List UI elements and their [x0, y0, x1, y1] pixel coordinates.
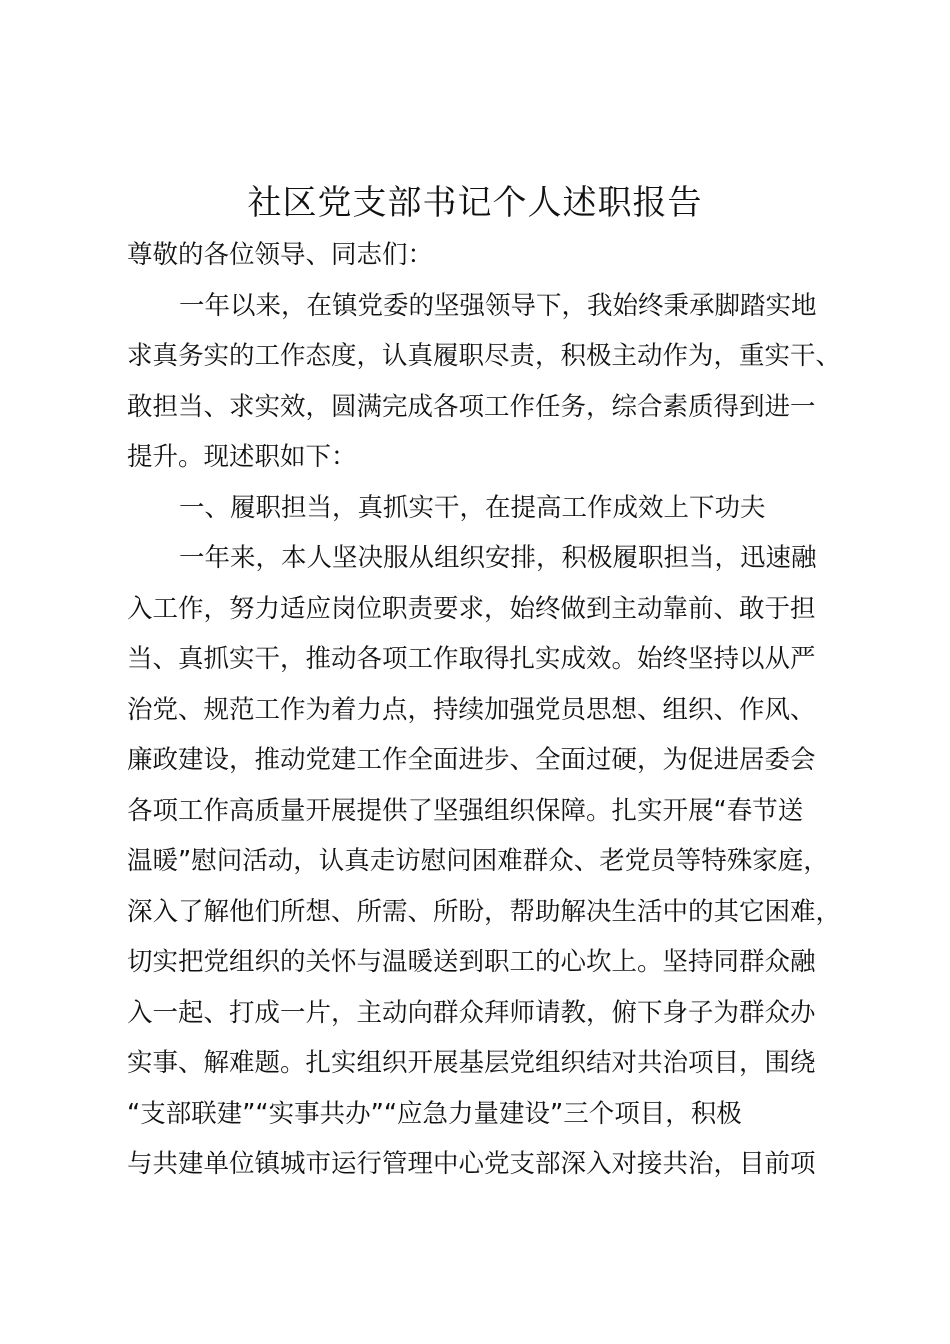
section-heading: 一、履职担当，真抓实干，在提高工作成效上下功夫: [179, 492, 766, 523]
paragraph-line: 实事、解难题。扎实组织开展基层党组织结对共治项目，围绕: [127, 1048, 816, 1078]
paragraph-line: 一年来，本人坚决服从组织安排，积极履职担当，迅速融: [179, 543, 817, 573]
salutation-line: 尊敬的各位领导、同志们：: [127, 240, 434, 270]
paragraph-line: 廉政建设，推动党建工作全面进步、全面过硬，为促进居委会: [127, 745, 816, 775]
paragraph-line: 敢担当、求实效，圆满完成各项工作任务，综合素质得到进一: [127, 391, 816, 422]
paragraph-line: 入一起、打成一片，主动向群众拜师请教，俯下身子为群众办: [127, 997, 816, 1028]
paragraph-line: 治党、规范工作为着力点，持续加强党员思想、组织、作风、: [127, 694, 816, 725]
paragraph-line: 当、真抓实干，推动各项工作取得扎实成效。始终坚持以从严: [127, 644, 816, 674]
paragraph-line: 切实把党组织的关怀与温暖送到职工的心坎上。坚持同群众融: [127, 947, 816, 977]
paragraph-line: 求真务实的工作态度，认真履职尽责，积极主动作为，重实干、: [127, 341, 842, 371]
paragraph-line: 提升。现述职如下：: [127, 442, 357, 472]
paragraph-line: 一年以来，在镇党委的坚强领导下，我始终秉承脚踏实地: [179, 290, 817, 321]
paragraph-line: 深入了解他们所想、所需、所盼，帮助解决生活中的其它困难，: [127, 896, 842, 927]
paragraph-line: “支部联建”“实事共办”“应急力量建设”三个项目，积极: [127, 1098, 742, 1129]
document-body: [127, 230, 857, 1190]
paragraph-line: 温暖”慰问活动，认真走访慰问困难群众、老党员等特殊家庭，: [127, 846, 829, 876]
paragraph-line: 各项工作高质量开展提供了坚强组织保障。扎实开展“春节送: [127, 795, 804, 826]
paragraph-line: 与共建单位镇城市运行管理中心党支部深入对接共治，目前项: [127, 1149, 816, 1179]
paragraph-line: 入工作，努力适应岗位职责要求，始终做到主动靠前、敢于担: [127, 593, 816, 624]
document-title: 社区党支部书记个人述职报告: [247, 183, 703, 223]
